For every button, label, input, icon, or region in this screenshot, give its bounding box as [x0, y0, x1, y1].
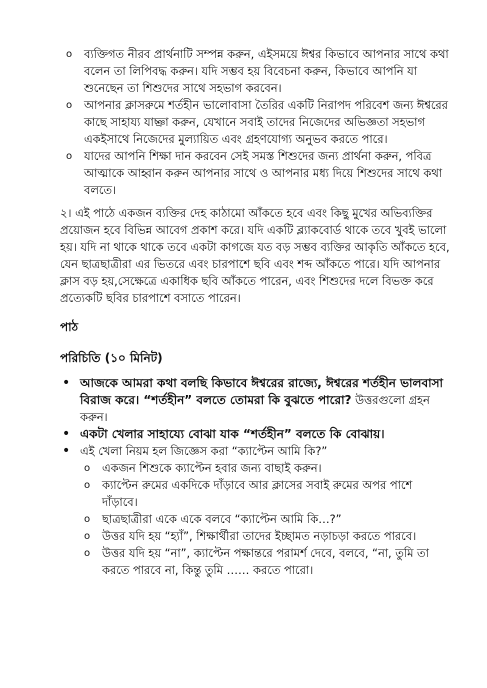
list-item: [62, 375, 451, 426]
list-item: [66, 97, 451, 148]
heading-lesson: পাঠ: [60, 320, 79, 334]
bullet-bold-text: একটা খেলার সাহায্যে বোঝা যাক “শর্তহীন” বলতে কি বোঝায়।: [80, 427, 385, 441]
list-item-text: উত্তর যদি হয় “হ্যাঁ”, শিক্ষার্থীরা তাদের ইচ্ছামত নড়াচড়া করতে পারবে।: [102, 529, 417, 543]
bullet-icon: •: [62, 426, 71, 442]
list-item: [66, 148, 451, 199]
list-item-text: যাদের আপনি শিক্ষা দান করবেন সেই সমস্ত শিশুদের জন্য প্রার্থনা করুন, পবিত্র আত্মাকে আহ্বান করুন আপনার সাথে ও আপনার মধ্য দিয়ে শিশুদের সাথে কথা বলতে।: [84, 149, 443, 197]
circle-bullet-icon: o: [84, 480, 91, 491]
intro-bullet-list: [60, 375, 451, 579]
list-item-text: ছাত্রছাত্রীরা একে একে বলবে “ক্যাপ্টেন আমি কি…?”: [102, 512, 342, 526]
list-item-text: উত্তর যদি হয় “না”, ক্যাপ্টেন পক্ষান্তরে পরামর্শ দেবে, বলবে, “না, তুমি তা করতে পারবে না, কিন্তু তুমি …… করতে পারো।: [102, 546, 429, 577]
prayer-sub-list: [60, 46, 451, 199]
list-item: [84, 460, 451, 477]
list-item-text: ক্যাপ্টেন রুমের একদিকে দাঁড়াবে আর ক্লাসের সবাই রুমের অপর পাশে দাঁড়াবে।: [102, 478, 413, 509]
bullet-bold-text: আজকে আমরা কথা বলছি কিভাবে ঈশ্বরের রাজ্যে, ঈশ্বরের শর্তহীন ভালবাসা বিরাজ করে। “শর্তহীন” বলতে তোমরা কি বুঝতে পারো?: [80, 376, 444, 407]
bullet-icon: •: [62, 443, 71, 459]
bullet-normal-text: উত্তরগুলো গ্রহন করুন।: [80, 393, 430, 424]
circle-bullet-icon: o: [66, 49, 73, 60]
list-item-text: একজন শিশুকে ক্যাপ্টেন হবার জন্য বাছাই করুন।: [102, 461, 322, 475]
paragraph-2: ২। এই পাঠে একজন ব্যক্তির দেহ কাঠামো আঁকতে হবে এবং কিছু মুখের অভিব্যক্তির প্রয়োজন হবে বিভিন্ন আবেগ প্রকাশ করে। যদি একটি ব্ল্যাকবোর্ড থাকে তবে খুবই ভালো হয়। যদি না থাকে থাকে তবে একটা কাগজে যত বড় সম্ভব ব্যক্তির আকৃতি আঁকতে হবে, যেন ছাত্রছাত্রীরা এর ভিতরে এবং চারপাশে ছবি এবং শব্দ আঁকতে পারে। যদি আপনার ক্লাস বড় হয়,সেক্ষেত্রে একাধিক ছবি আঁকতে পারেন, এবং শিশুদের দলে বিভক্ত করে প্রত্যেকটি ছবির চারপাশে বসাতে পারেন।: [60, 206, 450, 305]
list-item: [62, 443, 451, 579]
list-item-text: ব্যক্তিগত নীরব প্রার্থনাটি সম্পন্ন করুন, এইসময়ে ঈশ্বর কিভাবে আপনার সাথে কথা বলেন তা লিপিবদ্ধ করুন। যদি সম্ভব হয় বিবেচনা করুন, কিভাবে আপনি যা শুনেছেন তা শিশুদের সাথে সহভাগ করবেন।: [84, 47, 449, 95]
circle-bullet-icon: o: [84, 531, 91, 542]
list-item: [84, 545, 451, 579]
list-item: [84, 511, 451, 528]
list-item-text: আপনার ক্লাসরুমে শর্তহীন ভালোবাসা তৈরির একটি নিরাপদ পরিবেশ জন্য ঈশ্বরের কাছে সাহায্য যাচ্ঞা করুন, যেখানে সবাই তাদের নিজেদের অভিজ্ঞতা সহভাগ একইসাথে নিজেদের মুল্যায়িত এবং গ্রহণযোগ্য অনুভব করতে পারে।: [84, 98, 448, 146]
circle-bullet-icon: o: [66, 100, 73, 111]
circle-bullet-icon: o: [84, 463, 91, 474]
circle-bullet-icon: o: [84, 548, 91, 559]
circle-bullet-icon: o: [84, 514, 91, 525]
list-item: [66, 46, 451, 97]
list-item: [84, 477, 451, 511]
game-steps-list: [80, 460, 451, 579]
bullet-text: এই খেলা নিয়ম হল জিজ্ঞেস করা “ক্যাপ্টেন আমি কি?”: [80, 444, 328, 458]
heading-introduction: পরিচিতি (১০ মিনিট): [60, 351, 163, 365]
list-item: [62, 426, 451, 443]
list-item: [84, 528, 451, 545]
circle-bullet-icon: o: [66, 151, 73, 162]
bullet-icon: •: [62, 375, 71, 391]
